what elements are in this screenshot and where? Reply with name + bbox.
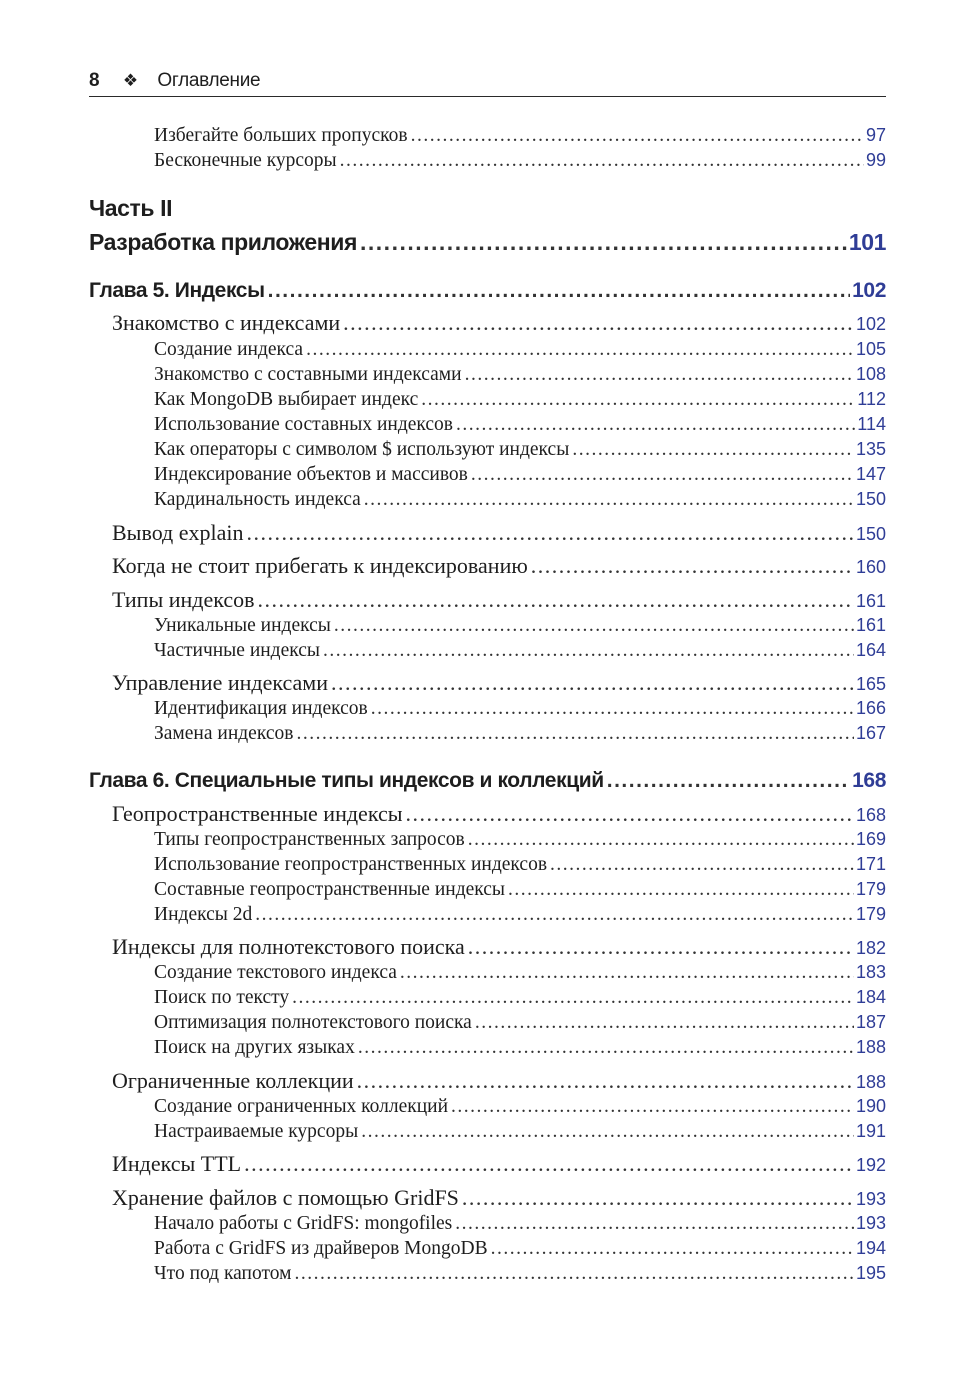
toc-page-link[interactable]: 188 bbox=[855, 1037, 886, 1057]
toc-entry[interactable] bbox=[154, 852, 886, 876]
toc-entry-title: Замена индексов bbox=[154, 723, 294, 744]
toc-section-entry[interactable] bbox=[112, 669, 886, 697]
toc-entry-title: Хранение файлов с помощью GridFS bbox=[112, 1185, 459, 1210]
toc-chapter-entry[interactable] bbox=[89, 277, 886, 305]
toc-entry-title: Работа с GridFS из драйверов MongoDB bbox=[154, 1238, 488, 1259]
toc-leader bbox=[364, 488, 854, 512]
toc-leader bbox=[294, 1262, 853, 1286]
toc-section-entry[interactable] bbox=[112, 309, 886, 337]
toc-entry[interactable] bbox=[154, 1236, 886, 1260]
toc-leader bbox=[421, 388, 855, 412]
toc-chapter-entry[interactable] bbox=[89, 767, 886, 795]
toc-entry-title: Знакомство с индексами bbox=[112, 310, 341, 335]
toc-entry[interactable] bbox=[154, 613, 886, 637]
running-title: Оглавление bbox=[157, 70, 261, 91]
toc-entry-title: Настраиваемые курсоры bbox=[154, 1121, 359, 1142]
toc-page-link[interactable]: 194 bbox=[855, 1238, 886, 1258]
toc-page-link[interactable]: 147 bbox=[855, 464, 886, 484]
toc-page-link[interactable]: 193 bbox=[855, 1189, 886, 1209]
toc-page-link[interactable]: 184 bbox=[855, 987, 886, 1007]
toc-leader bbox=[268, 277, 851, 305]
toc-leader bbox=[406, 800, 854, 828]
toc-section-entry[interactable] bbox=[112, 800, 886, 828]
toc-leader bbox=[465, 363, 854, 387]
toc-entry[interactable] bbox=[154, 877, 886, 901]
toc-entry-title: Кардинальность индекса bbox=[154, 489, 361, 510]
toc-entry[interactable] bbox=[154, 1094, 886, 1118]
toc-leader bbox=[244, 1150, 854, 1178]
toc-entry[interactable] bbox=[154, 638, 886, 662]
part-heading: Часть II bbox=[89, 195, 173, 221]
toc-leader bbox=[572, 438, 854, 462]
toc-leader bbox=[508, 878, 854, 902]
toc-entry-title: Что под капотом bbox=[154, 1263, 292, 1284]
toc-entry[interactable] bbox=[154, 1261, 886, 1285]
toc-leader bbox=[343, 309, 854, 337]
toc-entry-title: Глава 5. Индексы bbox=[89, 279, 265, 302]
toc-page-link[interactable]: 190 bbox=[855, 1096, 886, 1116]
toc-page-link[interactable]: 150 bbox=[855, 524, 886, 544]
toc-page-link[interactable]: 102 bbox=[852, 279, 886, 302]
toc-leader bbox=[471, 463, 854, 487]
toc-page-link[interactable]: 171 bbox=[855, 854, 886, 874]
toc-page-link[interactable]: 179 bbox=[855, 904, 886, 924]
toc-section-entry[interactable] bbox=[112, 1150, 886, 1178]
toc-entry[interactable] bbox=[154, 387, 886, 411]
toc-entry-title: Индексы 2d bbox=[154, 904, 253, 925]
toc-entry[interactable] bbox=[154, 437, 886, 461]
toc-leader bbox=[462, 1184, 854, 1212]
toc-entry[interactable] bbox=[154, 337, 886, 361]
diamond-ornament-icon: ❖ bbox=[122, 71, 139, 90]
toc-entry-title: Использование геопространственных индексов bbox=[154, 854, 548, 875]
toc-page-link[interactable]: 168 bbox=[852, 769, 886, 792]
toc-leader bbox=[306, 338, 854, 362]
toc-section-entry[interactable] bbox=[112, 586, 886, 614]
toc-entry[interactable] bbox=[154, 412, 886, 436]
toc-entry[interactable] bbox=[154, 721, 886, 745]
toc-leader bbox=[360, 226, 847, 258]
toc-entry-title: Типы индексов bbox=[112, 587, 255, 612]
page-header bbox=[89, 68, 886, 97]
toc-entry-title: Вывод explain bbox=[112, 520, 244, 545]
toc-page-link[interactable]: 168 bbox=[855, 805, 886, 825]
toc-entry-title: Индексы для полнотекстового поиска bbox=[112, 934, 465, 959]
toc-section-entry[interactable] bbox=[112, 1067, 886, 1095]
toc-entry-title: Управление индексами bbox=[112, 670, 328, 695]
toc-entry-title: Типы геопространственных запросов bbox=[154, 829, 465, 850]
toc-entry-title: Разработка приложения bbox=[89, 229, 358, 255]
toc-leader bbox=[340, 149, 864, 173]
toc-leader bbox=[468, 828, 854, 852]
toc-page-link[interactable]: 102 bbox=[855, 314, 886, 334]
toc-entry-title: Идентификация индексов bbox=[154, 698, 368, 719]
toc-part-entry[interactable] bbox=[89, 226, 886, 258]
toc-page-link[interactable]: 160 bbox=[855, 557, 886, 577]
toc-leader bbox=[491, 1237, 854, 1261]
toc-entry[interactable] bbox=[154, 1010, 886, 1034]
toc-leader bbox=[451, 1095, 854, 1119]
toc-page-link[interactable]: 99 bbox=[865, 150, 886, 170]
page-number: 8 bbox=[89, 70, 100, 91]
toc-leader bbox=[334, 614, 854, 638]
toc-leader bbox=[475, 1011, 854, 1035]
toc-page-link[interactable]: 195 bbox=[855, 1263, 886, 1283]
toc-leader bbox=[411, 124, 864, 148]
toc-leader bbox=[258, 586, 854, 614]
toc-leader bbox=[550, 853, 854, 877]
toc-entry-title: Уникальные индексы bbox=[154, 615, 331, 636]
toc-leader bbox=[456, 413, 855, 437]
toc-page-link[interactable]: 150 bbox=[855, 489, 886, 509]
toc-page-link[interactable]: 193 bbox=[855, 1213, 886, 1233]
toc-page-link[interactable]: 164 bbox=[855, 640, 886, 660]
toc-entry-title: Оптимизация полнотекстового поиска bbox=[154, 1012, 472, 1033]
toc-page-link[interactable]: 166 bbox=[855, 698, 886, 718]
toc-page-link[interactable]: 179 bbox=[855, 879, 886, 899]
toc-leader bbox=[468, 933, 854, 961]
toc-page-link[interactable]: 182 bbox=[855, 938, 886, 958]
toc-leader bbox=[331, 669, 854, 697]
toc-page-link[interactable]: 135 bbox=[855, 439, 886, 459]
toc-leader bbox=[371, 697, 854, 721]
toc-entry[interactable] bbox=[154, 902, 886, 926]
toc-entry-title: Индексирование объектов и массивов bbox=[154, 464, 468, 485]
toc-entry[interactable] bbox=[154, 487, 886, 511]
toc-entry[interactable] bbox=[154, 1211, 886, 1235]
toc-entry-title: Создание ограниченных коллекций bbox=[154, 1096, 449, 1117]
toc-page-link[interactable]: 188 bbox=[855, 1072, 886, 1092]
toc-entry[interactable] bbox=[154, 462, 886, 486]
toc-entry-title: Как операторы с символом $ используют индексы bbox=[154, 439, 570, 460]
toc-leader bbox=[607, 767, 850, 795]
toc-page-link[interactable]: 112 bbox=[857, 389, 886, 409]
toc-entry-title: Знакомство с составными индексами bbox=[154, 364, 462, 385]
toc-page-link[interactable]: 97 bbox=[865, 125, 886, 145]
toc-page-link[interactable]: 105 bbox=[855, 339, 886, 359]
toc-page-link[interactable]: 161 bbox=[855, 591, 886, 611]
toc-entry[interactable] bbox=[154, 148, 886, 172]
toc-section-entry[interactable] bbox=[112, 552, 886, 580]
toc-leader bbox=[296, 722, 854, 746]
toc-entry[interactable] bbox=[154, 123, 886, 147]
toc-section-entry[interactable] bbox=[112, 1184, 886, 1212]
toc-entry-title: Начало работы с GridFS: mongofiles bbox=[154, 1213, 453, 1234]
toc-entry[interactable] bbox=[154, 985, 886, 1009]
toc-entry-title: Создание индекса bbox=[154, 339, 304, 360]
toc-page-link[interactable]: 187 bbox=[855, 1012, 886, 1032]
toc-entry-title: Использование составных индексов bbox=[154, 414, 454, 435]
toc-entry[interactable] bbox=[154, 1119, 886, 1143]
toc-leader bbox=[357, 1067, 854, 1095]
toc-section-entry[interactable] bbox=[112, 519, 886, 547]
toc-entry-title: Как MongoDB выбирает индекс bbox=[154, 389, 419, 410]
toc-page-link[interactable]: 183 bbox=[855, 962, 886, 982]
toc-leader bbox=[292, 986, 854, 1010]
toc-entry-title: Бесконечные курсоры bbox=[154, 150, 337, 171]
toc-entry-title: Частичные индексы bbox=[154, 640, 321, 661]
toc-page-link[interactable]: 165 bbox=[855, 674, 886, 694]
toc-page-link[interactable]: 161 bbox=[855, 615, 886, 635]
toc-entry-title: Когда не стоит прибегать к индексированию bbox=[112, 553, 528, 578]
toc-leader bbox=[247, 519, 854, 547]
toc-leader bbox=[531, 552, 854, 580]
toc-page-link[interactable]: 114 bbox=[857, 414, 886, 434]
toc-page-link[interactable]: 167 bbox=[855, 723, 886, 743]
toc-entry-title: Составные геопространственные индексы bbox=[154, 879, 506, 900]
toc-entry[interactable] bbox=[154, 362, 886, 386]
toc-leader bbox=[255, 903, 854, 927]
toc-entry[interactable] bbox=[154, 827, 886, 851]
toc-entry[interactable] bbox=[154, 960, 886, 984]
toc-entry-title: Ограниченные коллекции bbox=[112, 1068, 354, 1093]
toc-entry-title: Индексы TTL bbox=[112, 1151, 242, 1176]
toc-entry-title: Геопространственные индексы bbox=[112, 801, 403, 826]
toc-entry-title: Избегайте больших пропусков bbox=[154, 125, 408, 146]
toc-page-link[interactable]: 108 bbox=[855, 364, 886, 384]
toc-leader bbox=[358, 1036, 854, 1060]
toc-entry-title: Поиск по тексту bbox=[154, 987, 290, 1008]
toc-entry[interactable] bbox=[154, 696, 886, 720]
toc-section-entry[interactable] bbox=[112, 933, 886, 961]
toc-page-link[interactable]: 169 bbox=[855, 829, 886, 849]
toc-page-link[interactable]: 191 bbox=[855, 1121, 886, 1141]
toc-entry[interactable] bbox=[154, 1035, 886, 1059]
toc-leader bbox=[455, 1212, 854, 1236]
toc-entry-title: Создание текстового индекса bbox=[154, 962, 397, 983]
toc-leader bbox=[400, 961, 854, 985]
toc-entry-title: Глава 6. Специальные типы индексов и коллекций bbox=[89, 769, 604, 792]
toc-leader bbox=[323, 639, 854, 663]
toc-page-link[interactable]: 192 bbox=[855, 1155, 886, 1175]
toc-page-link[interactable]: 101 bbox=[848, 229, 886, 255]
toc-entry-title: Поиск на других языках bbox=[154, 1037, 355, 1058]
toc-leader bbox=[361, 1120, 854, 1144]
